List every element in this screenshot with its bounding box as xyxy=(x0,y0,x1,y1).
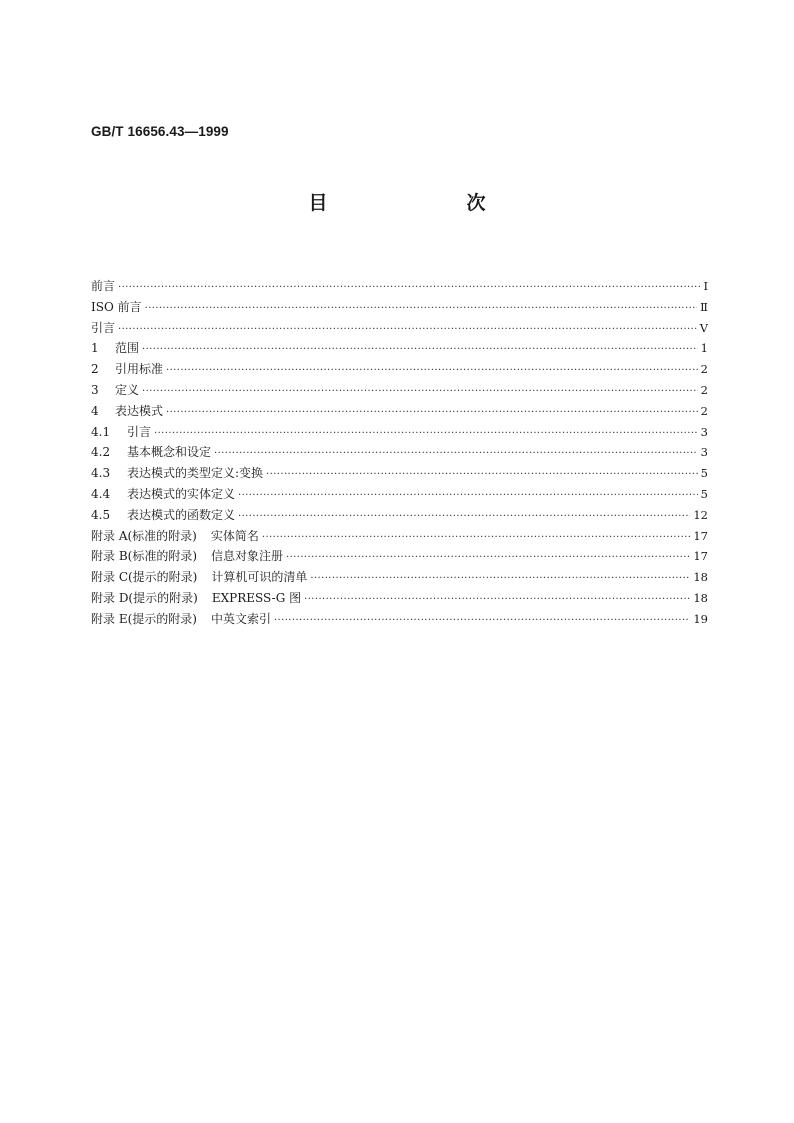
toc-entry-page: 3 xyxy=(700,445,708,460)
toc-entry-title: EXPRESS-G 图 xyxy=(211,590,302,605)
toc-entry-page: 18 xyxy=(693,570,708,585)
toc-entry-number: 4 xyxy=(91,403,99,418)
toc-entry-page: 5 xyxy=(700,466,708,481)
toc-entry-title: 表达模式 xyxy=(115,403,164,418)
toc-dot-leader xyxy=(166,361,698,382)
toc-entry-page: 12 xyxy=(693,507,708,522)
toc-entry-page: 19 xyxy=(693,611,708,626)
toc-dot-leader xyxy=(166,403,698,424)
toc-entry[interactable] xyxy=(91,276,708,297)
toc-entry-title: 表达模式的函数定义 xyxy=(127,507,236,522)
toc-entry[interactable] xyxy=(91,609,708,630)
toc-entry-title: 范围 xyxy=(115,341,140,356)
toc-dot-leader xyxy=(262,528,690,549)
toc-entry[interactable] xyxy=(91,401,708,422)
toc-entry-number: 4.4 xyxy=(91,486,111,501)
toc-entry-number: 4.1 xyxy=(91,424,111,439)
toc-entry[interactable] xyxy=(91,526,708,547)
toc-entry-number: 4.5 xyxy=(91,507,111,522)
toc-dot-leader xyxy=(118,278,700,299)
toc-entry-title: 实体简名 xyxy=(210,528,259,543)
toc-entry[interactable] xyxy=(91,318,708,339)
toc-dot-leader xyxy=(145,299,698,320)
toc-entry-page: Ⅰ xyxy=(703,279,708,293)
toc-entry[interactable] xyxy=(91,546,708,567)
toc-entry-page: 18 xyxy=(693,590,708,605)
toc-entry-title: 表达模式的实体定义 xyxy=(127,486,236,501)
toc-entry[interactable] xyxy=(91,297,708,318)
toc-entry-number: 附录 C(提示的附录) xyxy=(91,570,198,585)
toc-entry-number: 附录 D(提示的附录) xyxy=(91,590,198,605)
toc-dot-leader xyxy=(266,465,698,486)
toc-entry[interactable] xyxy=(91,442,708,463)
toc-entry[interactable] xyxy=(91,484,708,505)
toc-entry[interactable] xyxy=(91,359,708,380)
toc-entry-number: 1 xyxy=(91,341,99,356)
toc-entry-number: 附录 B(标准的附录) xyxy=(91,549,197,564)
toc-entry[interactable] xyxy=(91,588,708,609)
toc-entry-title: 中英文索引 xyxy=(210,611,271,626)
toc-entry-number: 附录 E(提示的附录) xyxy=(91,611,197,626)
toc-entry-page: Ⅱ xyxy=(700,299,708,314)
toc-dot-leader xyxy=(310,569,690,590)
toc-entry-title: 引用标准 xyxy=(115,362,164,377)
toc-dot-leader xyxy=(238,486,698,507)
standard-number: GB/T 16656.43—1999 xyxy=(91,124,229,139)
toc-entry-page: 2 xyxy=(700,382,708,397)
toc-entry-page: 3 xyxy=(700,424,708,439)
toc-entry-number: 3 xyxy=(91,382,99,397)
toc-entry[interactable] xyxy=(91,505,708,526)
toc-dot-leader xyxy=(304,590,690,611)
toc-entry-title: 基本概念和设定 xyxy=(127,445,212,460)
toc-entry-page: Ⅴ xyxy=(699,320,708,335)
toc-dot-leader xyxy=(214,444,698,465)
toc-dot-leader xyxy=(142,340,698,361)
toc-dot-leader xyxy=(142,382,698,403)
toc-entry-page: 2 xyxy=(700,362,708,377)
toc-entry-page: 17 xyxy=(693,528,708,543)
toc-entry-title: 引言 xyxy=(91,320,116,335)
toc-dot-leader xyxy=(238,507,690,528)
toc-entry-title: 计算机可识的清单 xyxy=(211,570,308,585)
toc-entry-title: 信息对象注册 xyxy=(211,549,284,564)
toc-entry-number: 附录 A(标准的附录) xyxy=(91,528,197,543)
toc-entry[interactable] xyxy=(91,567,708,588)
toc-entry-title: ISO 前言 xyxy=(91,299,142,314)
toc-entry-title: 表达模式的类型定义:变换 xyxy=(127,466,264,481)
table-of-contents xyxy=(91,276,708,630)
toc-entry[interactable] xyxy=(91,422,708,443)
toc-entry[interactable] xyxy=(91,338,708,359)
toc-entry-page: 5 xyxy=(700,486,708,501)
toc-entry-number: 4.3 xyxy=(91,466,111,481)
toc-entry-page: 1 xyxy=(700,341,708,356)
toc-dot-leader xyxy=(154,424,698,445)
toc-entry-number: 2 xyxy=(91,362,99,377)
toc-entry[interactable] xyxy=(91,463,708,484)
page-title: 目 次 xyxy=(308,192,546,214)
toc-dot-leader xyxy=(286,548,690,569)
toc-dot-leader xyxy=(118,320,697,341)
toc-entry-title: 引言 xyxy=(127,424,152,439)
toc-entry-title: 定义 xyxy=(115,382,140,397)
toc-entry-title: 前言 xyxy=(91,279,116,293)
toc-entry-page: 17 xyxy=(693,549,708,564)
toc-dot-leader xyxy=(274,611,690,632)
toc-entry-number: 4.2 xyxy=(91,445,111,460)
toc-entry[interactable] xyxy=(91,380,708,401)
toc-entry-page: 2 xyxy=(700,403,708,418)
